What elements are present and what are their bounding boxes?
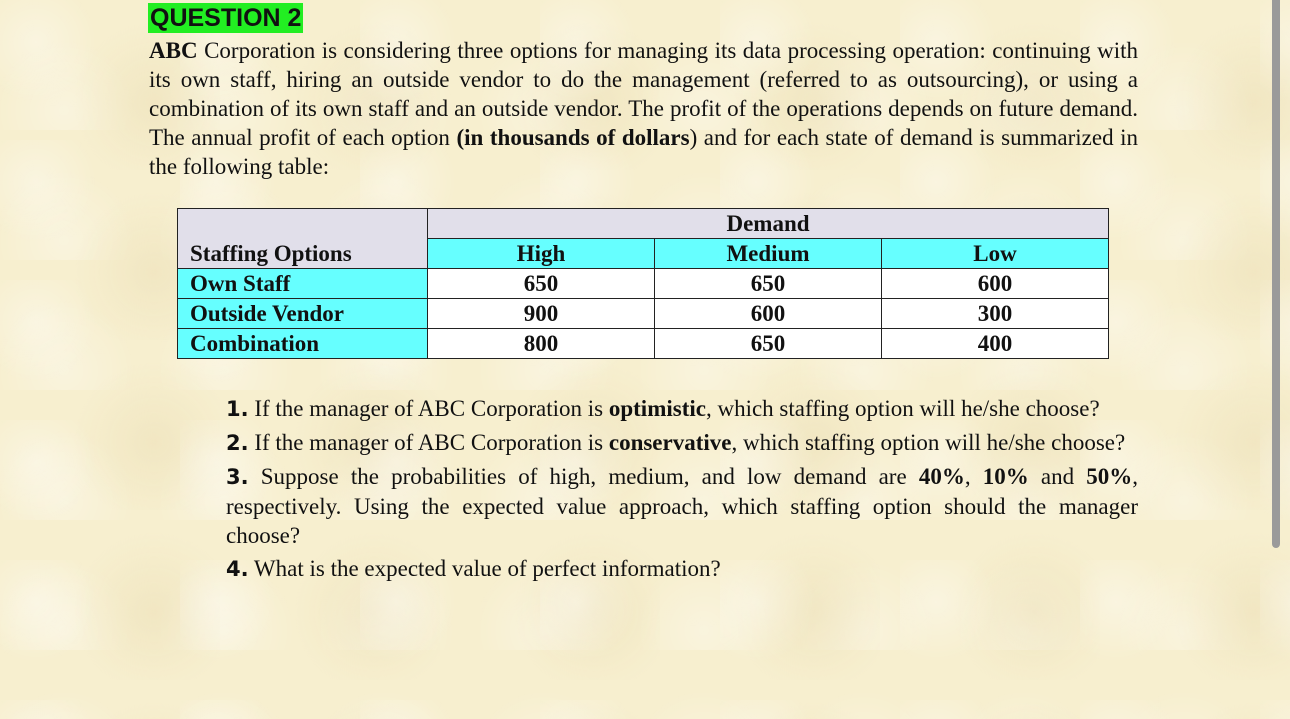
units-note: (in thousands of dollars: [456, 125, 690, 150]
table-row: [178, 329, 1109, 359]
table-header-row: [178, 209, 1109, 239]
question-number: 1.: [226, 397, 249, 421]
probability-medium: 10%: [982, 464, 1029, 489]
company-name: ABC: [149, 38, 198, 63]
table-cell: 600: [882, 269, 1109, 299]
question-1: [226, 394, 1138, 424]
question-4: [226, 554, 1138, 584]
table-cell: 650: [655, 269, 882, 299]
column-header-high: High: [428, 239, 655, 269]
table-cell: 300: [882, 299, 1109, 329]
question-text: If the manager of ABC Corporation is: [248, 430, 609, 455]
question-number: 4.: [226, 557, 249, 581]
profit-table: [177, 208, 1109, 359]
table-cell: 650: [655, 329, 882, 359]
staffing-options-header: Staffing Options: [178, 209, 428, 269]
question-text: If the manager of ABC Corporation is: [248, 396, 609, 421]
question-text: , which staffing option will he/she choose?: [731, 430, 1126, 455]
column-header-medium: Medium: [655, 239, 882, 269]
question-3: [226, 462, 1138, 550]
keyword-conservative: conservative: [608, 430, 732, 455]
question-2: [226, 428, 1138, 458]
question-text: , respectively. Using the expected value approach, which staffing option should the manager choose?: [226, 464, 1138, 548]
table-cell: 900: [428, 299, 655, 329]
keyword-optimistic: optimistic: [608, 396, 706, 421]
table-row: [178, 299, 1109, 329]
table-cell: 400: [882, 329, 1109, 359]
vertical-scrollbar[interactable]: [1272, 0, 1280, 548]
column-header-low: Low: [882, 239, 1109, 269]
question-text: Suppose the probabilities of high, medium, and low demand are: [248, 464, 919, 489]
row-label-outside-vendor: Outside Vendor: [178, 299, 428, 329]
question-text: What is the expected value of perfect information?: [248, 556, 721, 581]
table-cell: 600: [655, 299, 882, 329]
table-cell: 800: [428, 329, 655, 359]
intro-paragraph: [149, 36, 1138, 181]
probability-low: 50%: [1086, 464, 1133, 489]
intro-text: Corporation is considering three options for managing its data processing operation: continuing with its own staff, hiring an outside vendor to do the management (referred to as outsourcing), or using a combination of its own staff and an outside vendor. The profit of the operations depends on future demand. The annual profit of each option: [149, 38, 1138, 150]
demand-header: Demand: [428, 209, 1109, 239]
question-text: , which staffing option will he/she choose?: [705, 396, 1100, 421]
question-heading: QUESTION 2: [150, 4, 302, 32]
table-row: [178, 269, 1109, 299]
question-text: ,: [964, 464, 983, 489]
question-number: 2.: [226, 431, 249, 455]
question-number: 3.: [226, 465, 249, 489]
table-cell: 650: [428, 269, 655, 299]
row-label-combination: Combination: [178, 329, 428, 359]
intro-text-end: ) and for each state of demand is summarized in the following table:: [149, 125, 1139, 179]
question-text: and: [1028, 464, 1087, 489]
probability-high: 40%: [918, 464, 965, 489]
row-label-own-staff: Own Staff: [178, 269, 428, 299]
question-list: [226, 394, 1138, 588]
